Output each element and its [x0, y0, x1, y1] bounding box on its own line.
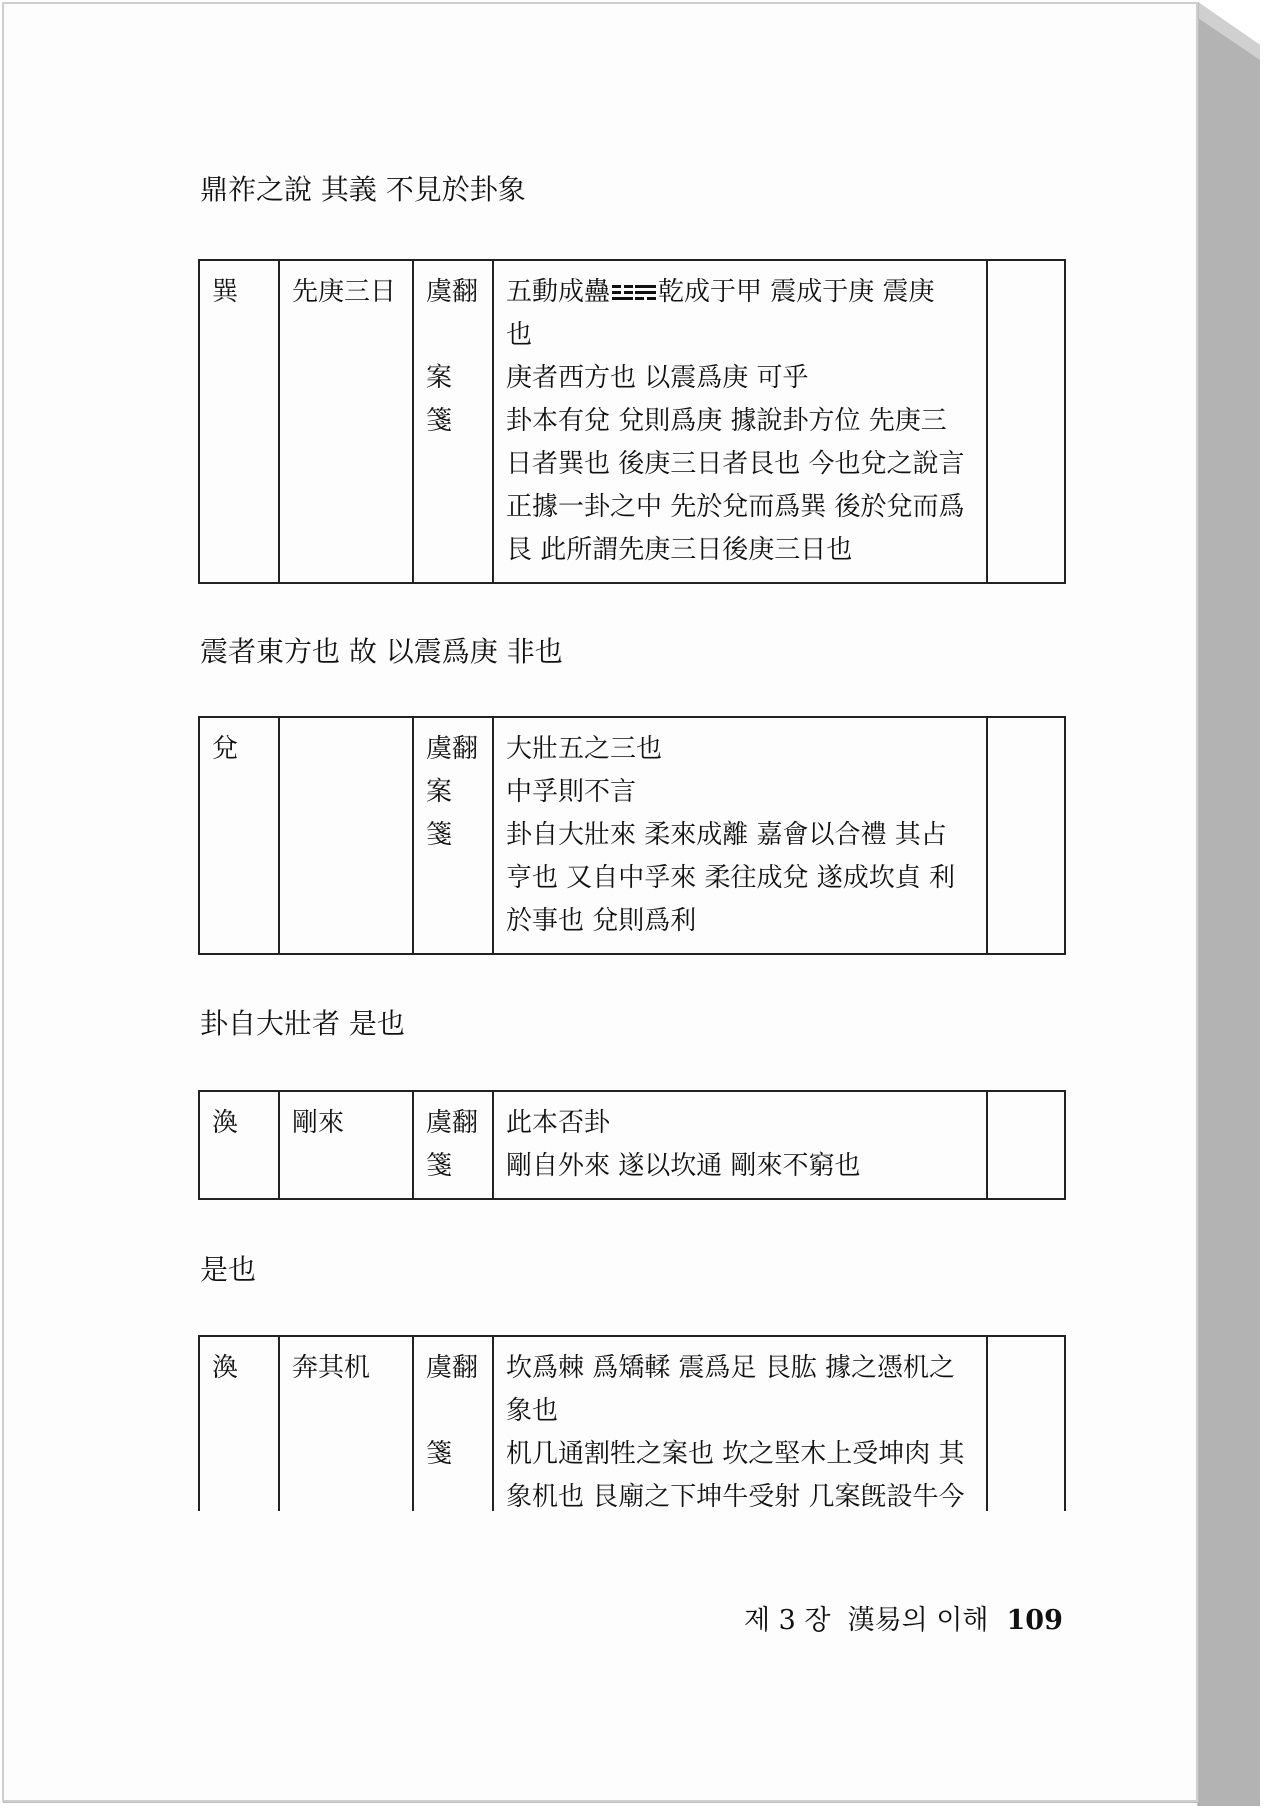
empty-column — [987, 260, 1065, 583]
commentary-line: 象机也 艮廟之下坤牛受射 几案旣設牛今 — [506, 1482, 965, 1511]
phrase: 剛來 — [279, 1091, 413, 1199]
commentary-line: 象也 — [506, 1396, 559, 1426]
gloss-table-1 — [198, 259, 1066, 584]
label: 箋 — [426, 406, 453, 436]
label: 虞翻 — [426, 277, 479, 307]
hexagram-name: 巽 — [199, 260, 279, 583]
page-number: 109 — [1006, 1605, 1063, 1636]
label: 虞翻 — [426, 734, 479, 764]
label: 箋 — [426, 1151, 453, 1181]
commentary-line: 也 — [506, 320, 533, 350]
gloss-table-4 — [198, 1335, 1066, 1511]
commentary-text: 五動成蠱 — [506, 277, 611, 307]
phrase: 奔其机 — [279, 1336, 413, 1511]
commentary-column — [493, 717, 987, 954]
table-row — [199, 260, 1065, 583]
gloss-table-2 — [198, 716, 1066, 955]
chapter-title: 제 3 장 漢易의 이해 — [744, 1605, 989, 1636]
commentary-column — [493, 1336, 987, 1511]
commentary-column — [493, 1091, 987, 1199]
label: 箋 — [426, 820, 453, 850]
text-line-1: 鼎祚之說 其義 不見於卦象 — [200, 173, 526, 206]
commentary-line: 卦本有兌 兌則爲庚 據說卦方位 先庚三 — [506, 406, 947, 436]
table-row — [199, 717, 1065, 954]
empty-column — [987, 1336, 1065, 1511]
label: 案 — [426, 363, 453, 393]
gloss-table-3 — [198, 1090, 1066, 1200]
table-row — [199, 1336, 1065, 1511]
commentary-line: 庚者西方也 以震爲庚 可乎 — [506, 363, 809, 393]
commentator-column — [413, 1336, 493, 1511]
hexagram-name: 渙 — [199, 1336, 279, 1511]
commentary-line: 坎爲棘 爲矯輮 震爲足 艮肱 據之憑机之 — [506, 1353, 956, 1383]
phrase: 先庚三日 — [279, 260, 413, 583]
commentary-line: 中孚則不言 — [506, 777, 637, 807]
commentary-line: 於事也 兌則爲利 — [506, 906, 697, 936]
hexagram-icon — [612, 282, 656, 304]
gloss-table-4-clip — [190, 1335, 1090, 1511]
commentary-line: 艮 此所謂先庚三日後庚三日也 — [506, 535, 853, 565]
hexagram-name: 渙 — [199, 1091, 279, 1199]
commentary-line: 正據一卦之中 先於兌而爲巽 後於兌而爲 — [506, 492, 965, 522]
empty-column — [987, 717, 1065, 954]
label — [426, 1390, 482, 1433]
label: 箋 — [426, 1439, 453, 1469]
empty-column — [987, 1091, 1065, 1199]
commentator-column — [413, 1091, 493, 1199]
commentator-column — [413, 717, 493, 954]
commentary-line — [506, 271, 976, 314]
commentary-line: 卦自大壯來 柔來成離 嘉會以合禮 其占 — [506, 820, 947, 850]
label: 案 — [426, 777, 453, 807]
commentary-text: 乾成于甲 震成于庚 震庚 — [658, 277, 935, 307]
label — [426, 314, 482, 357]
commentary-column — [493, 260, 987, 583]
label: 虞翻 — [426, 1108, 479, 1138]
commentary-line: 剛自外來 遂以坎通 剛來不窮也 — [506, 1151, 861, 1181]
text-line-4: 是也 — [200, 1253, 257, 1286]
hexagram-name: 兌 — [199, 717, 279, 954]
commentary-line: 大壯五之三也 — [506, 734, 663, 764]
commentary-line: 亨也 又自中孚來 柔往成兌 遂成坎貞 利 — [506, 863, 956, 893]
commentator-column — [413, 260, 493, 583]
phrase — [279, 717, 413, 954]
label: 虞翻 — [426, 1353, 479, 1383]
commentary-line: 此本否卦 — [506, 1108, 611, 1138]
text-line-3: 卦自大壯者 是也 — [200, 1007, 405, 1040]
commentary-line: 日者巽也 後庚三日者艮也 今也兌之說言 — [506, 449, 965, 479]
commentary-line: 机几通割牲之案也 坎之堅木上受坤肉 其 — [506, 1439, 965, 1469]
page-footer — [744, 1598, 1063, 1637]
table-row — [199, 1091, 1065, 1199]
text-line-2: 震者東方也 故 以震爲庚 非也 — [200, 635, 563, 668]
